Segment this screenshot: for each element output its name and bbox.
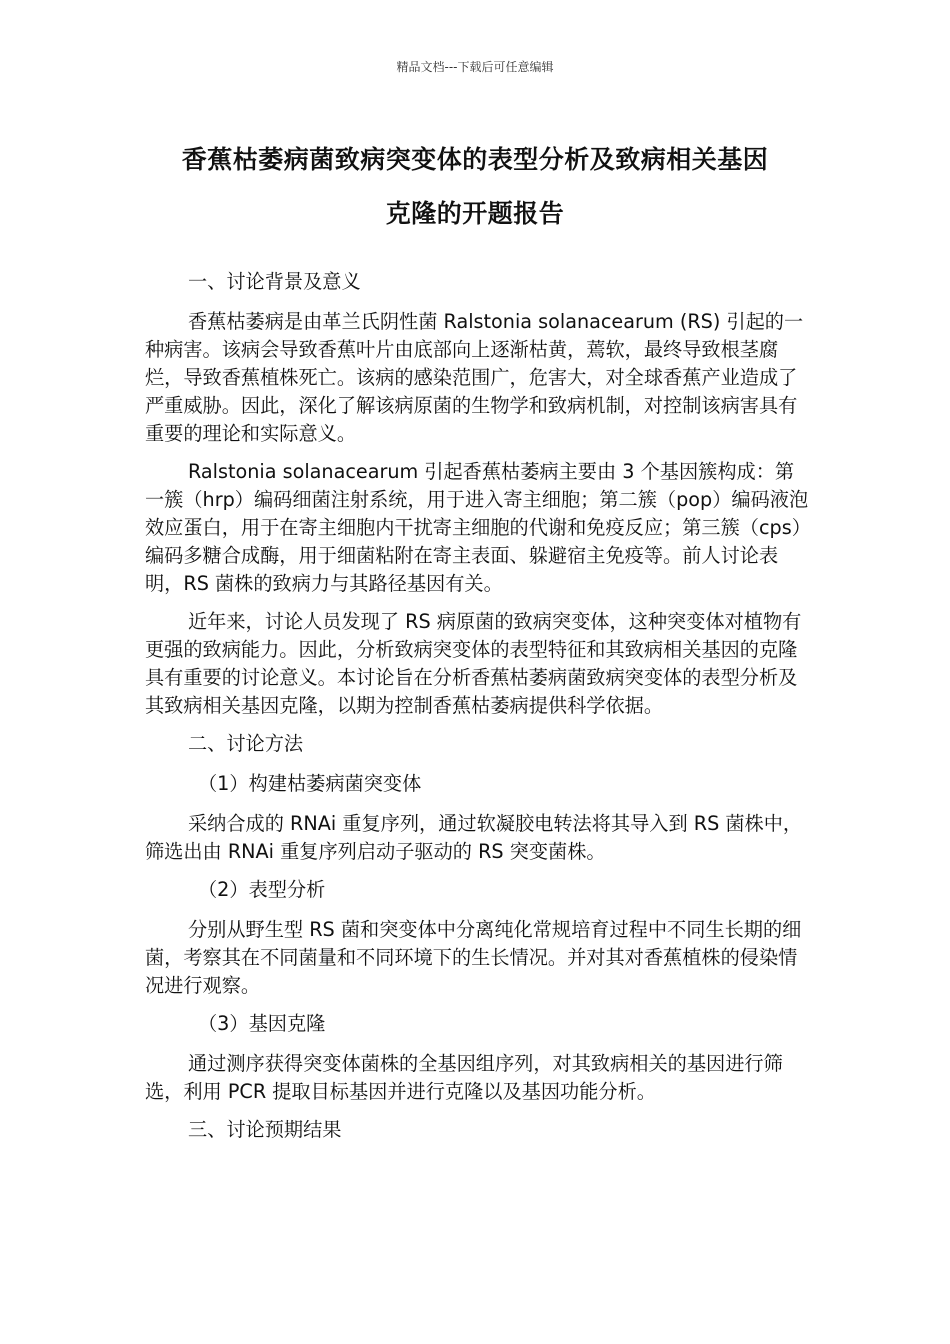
section-2-subheading-1: （1）构建枯萎病菌突变体 (198, 772, 422, 795)
document-title-line-2: 克隆的开题报告 (385, 199, 565, 228)
section-1-paragraph-2: Ralstonia solanacearum 引起香蕉枯萎病主要由 3 个基因簇构成：第一簇（hrp）编码细菌注射系统，用于进入寄主细胞；第二簇（pop）编码液泡效应蛋白，用于在寄主细胞内干扰寄主细胞的代谢和免疫反应；第三簇（cps）编码多糖合成酶，用于细菌粘附在寄主表面、躲避宿主免疫等。前人讨论表明，RS 菌株的致病力与其路径基因有关。 (145, 460, 809, 595)
header-note: 精品文档---下载后可任意编辑 (396, 60, 554, 74)
section-2-paragraph-1: 采纳合成的 RNAi 重复序列，通过软凝胶电转法将其导入到 RS 菌株中，筛选出由 RNAi 重复序列启动子驱动的 RS 突变菌株。 (145, 812, 803, 863)
section-1-paragraph-3: 近年来，讨论人员发现了 RS 病原菌的致病突变体，这种突变体对植物有更强的致病能力。因此，分析致病突变体的表型特征和其致病相关基因的克隆具有重要的讨论意义。本讨论旨在分析香蕉枯萎病菌致病突变体的表型分析及其致病相关基因克隆，以期为控制香蕉枯萎病提供科学依据。 (145, 610, 802, 717)
document-title-line-1: 香蕉枯萎病菌致病突变体的表型分析及致病相关基因 (181, 145, 769, 174)
document-body (145, 268, 810, 1156)
section-2-paragraph-2: 分别从野生型 RS 菌和突变体中分离纯化常规培育过程中不同生长期的细菌，考察其在不同菌量和不同环境下的生长情况。并对其对香蕉植株的侵染情况进行观察。 (145, 918, 802, 997)
section-2-subheading-3: （3）基因克隆 (198, 1012, 326, 1035)
section-2-heading: 二、讨论方法 (188, 732, 304, 755)
section-2-paragraph-3: 通过测序获得突变体菌株的全基因组序列，对其致病相关的基因进行筛选，利用 PCR 提取目标基因并进行克隆以及基因功能分析。 (145, 1052, 783, 1103)
section-1-paragraph-1: 香蕉枯萎病是由革兰氏阴性菌 Ralstonia solanacearum (RS) 引起的一种病害。该病会导致香蕉叶片由底部向上逐渐枯黄，蔫软，最终导致根茎腐烂，导致香蕉植株死亡。该病的感染范围广，危害大，对全球香蕉产业造成了严重威胁。因此，深化了解该病原菌的生物学和致病机制，对控制该病害具有重要的理论和实际意义。 (145, 310, 804, 445)
section-2-subheading-2: （2）表型分析 (198, 878, 326, 901)
section-3-heading: 三、讨论预期结果 (188, 1118, 342, 1141)
section-1-heading: 一、讨论背景及意义 (188, 270, 361, 293)
